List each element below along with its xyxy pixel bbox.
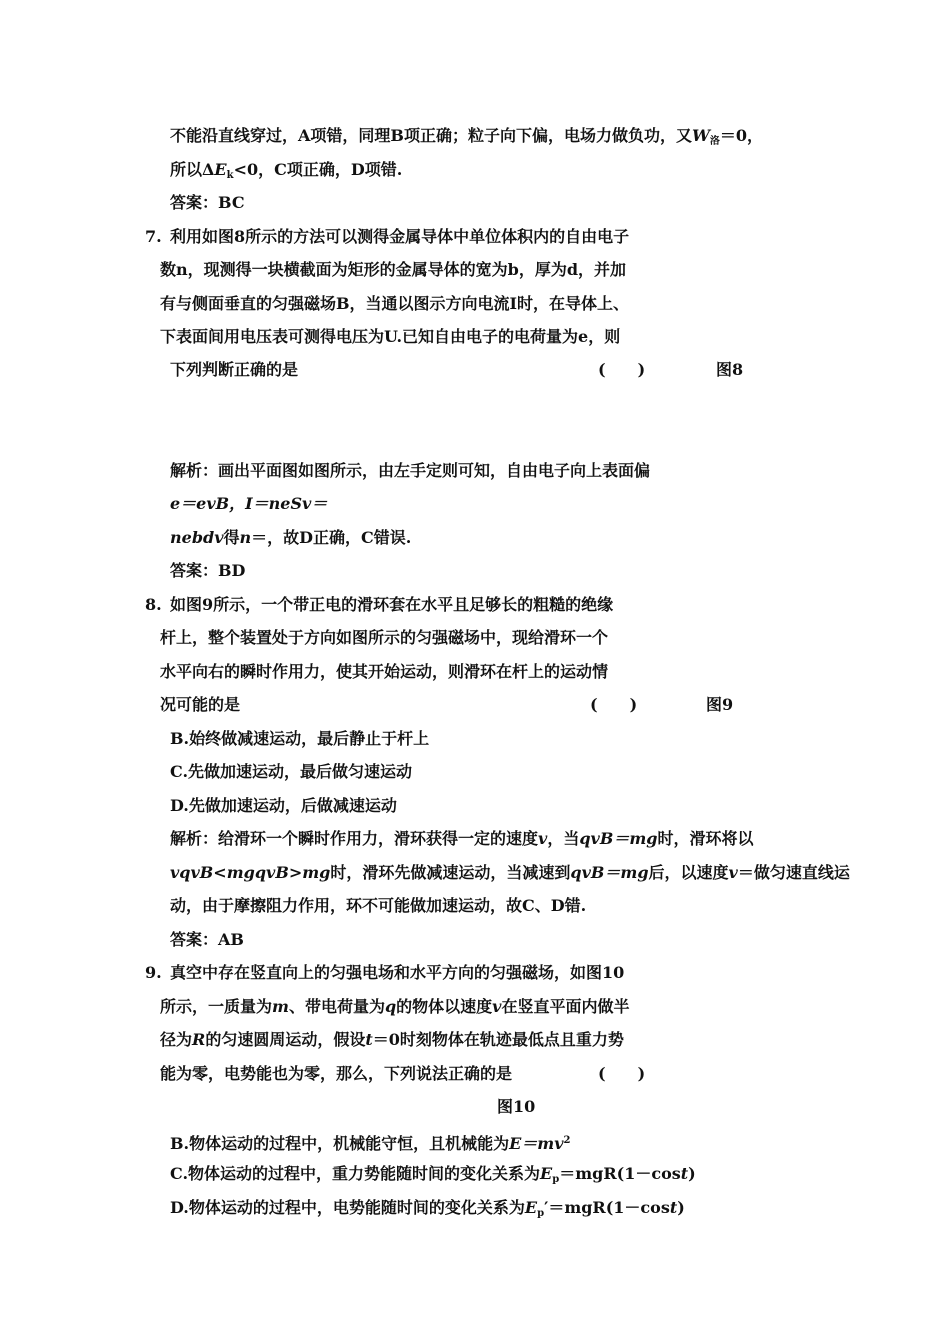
q8-option-c: C.先做加速运动，最后做匀速运动 bbox=[170, 762, 413, 781]
q8-a2-eq: qvB＝mg bbox=[570, 863, 649, 882]
q8-a2-d: ＝做匀速直线运 bbox=[737, 863, 850, 882]
q9-optc-c: ) bbox=[688, 1164, 696, 1183]
q7-line-5: 下列判断正确的是 bbox=[170, 360, 299, 379]
q9-optc-t: t bbox=[680, 1164, 689, 1183]
q9-l3-r: R bbox=[192, 1030, 206, 1049]
q9-optd-e: E bbox=[524, 1198, 538, 1217]
q9-optb-eq: E＝mv bbox=[509, 1134, 564, 1153]
q7-line-1: 利用如图8所示的方法可以测得金属导体中单位体积内的自由电子 bbox=[170, 227, 630, 246]
q9-figure-label: 图10 bbox=[497, 1097, 536, 1116]
q8-line-1: 如图9所示，一个带正电的滑环套在水平且足够长的粗糙的绝缘 bbox=[170, 595, 614, 614]
q8-a1-b: ，当 bbox=[547, 829, 580, 848]
q9-l3-b: 的匀速圆周运动，假设 bbox=[205, 1030, 366, 1049]
q7-equation-1-text: e＝evB，I＝neSv＝ bbox=[170, 494, 328, 513]
q9-optc-e: E bbox=[540, 1164, 553, 1183]
q7-figure-label: 图8 bbox=[716, 360, 744, 379]
q8-a1-a: 解析：给滑环一个瞬时作用力，滑环获得一定的速度 bbox=[170, 829, 539, 848]
q9-number: 9. bbox=[145, 963, 162, 982]
q9-answer-blank: ( ) bbox=[598, 1064, 646, 1083]
q9-line-4: 能为零，电势能也为零，那么，下列说法正确的是 bbox=[160, 1064, 513, 1083]
q8-analysis-line-2 bbox=[170, 863, 850, 883]
q7-analysis: 解析：画出平面图如图所示，由左手定则可知，自由电子向上表面偏 bbox=[170, 461, 651, 480]
q9-l2-a: 所示，一质量为 bbox=[160, 997, 273, 1016]
q9-l2-m: m bbox=[272, 997, 289, 1016]
prev-line-1 bbox=[170, 126, 763, 152]
q7-line-3: 有与侧面垂直的匀强磁场B，当通以图示方向电流I时，在导体上、 bbox=[160, 294, 630, 313]
q9-optb-a: B.物体运动的过程中，机械能守恒，且机械能为 bbox=[170, 1134, 510, 1153]
q9-line-3 bbox=[160, 1030, 624, 1050]
prev-line-2-a: 所以Δ bbox=[170, 160, 215, 179]
q9-option-d bbox=[170, 1198, 685, 1224]
q8-a2-b: 时，滑环先做减速运动，当减速到 bbox=[330, 863, 571, 882]
q7-line-4: 下表面间用电压表可测得电压为U.已知自由电子的电荷量为e，则 bbox=[160, 327, 621, 346]
q9-l3-t: t bbox=[365, 1030, 373, 1049]
q9-l2-v: v bbox=[492, 997, 502, 1016]
q9-option-b bbox=[170, 1131, 571, 1154]
q9-optc-sub: p bbox=[552, 1174, 560, 1185]
q8-a1-c: 时，滑环将以 bbox=[657, 829, 754, 848]
ek-subscript: k bbox=[226, 170, 234, 181]
q9-optd-a: D.物体运动的过程中，电势能随时间的变化关系为 bbox=[170, 1198, 525, 1217]
q7-eq2-b: 得 bbox=[223, 528, 240, 547]
prev-line-1-tail: ＝0， bbox=[719, 126, 764, 145]
q9-l3-c: ＝0时刻物体在轨迹最低点且重力势 bbox=[372, 1030, 624, 1049]
q8-a2-c: 后，以速度 bbox=[648, 863, 729, 882]
q9-l2-q: q bbox=[384, 997, 397, 1016]
prev-answer: 答案：BC bbox=[170, 193, 245, 212]
q8-figure-label: 图9 bbox=[706, 695, 734, 714]
q9-optc-b: ＝mgR(1－cos bbox=[559, 1164, 681, 1183]
q7-equation-1 bbox=[170, 494, 327, 514]
q9-optd-sub: p bbox=[537, 1208, 545, 1219]
q9-l3-a: 径为 bbox=[160, 1030, 193, 1049]
q8-a1-v: v bbox=[538, 829, 548, 848]
q7-eq2-n: n bbox=[239, 528, 252, 547]
q7-line-2: 数n，现测得一块横截面为矩形的金属导体的宽为b，厚为d，并加 bbox=[160, 260, 627, 279]
q8-a1-eq: qvB＝mg bbox=[579, 829, 658, 848]
q8-a2-a: vqvB<mgqvB>mg bbox=[170, 863, 331, 882]
q8-answer-blank: ( ) bbox=[590, 695, 638, 714]
q9-l2-c: 的物体以速度 bbox=[396, 997, 493, 1016]
q9-optc-a: C.物体运动的过程中，重力势能随时间的变化关系为 bbox=[170, 1164, 541, 1183]
prev-line-2 bbox=[170, 160, 402, 186]
prev-line-2-b: <0，C项正确，D项错. bbox=[233, 160, 403, 179]
q9-line-2 bbox=[160, 997, 629, 1017]
prev-line-1-text: 不能沿直线穿过，A项错，同理B项正确；粒子向下偏，电场力做负功，又 bbox=[170, 126, 692, 145]
q9-optd-c: ) bbox=[677, 1198, 685, 1217]
q9-optb-sup: 2 bbox=[563, 1135, 571, 1146]
q8-analysis-line-3: 动，由于摩擦阻力作用，环不可能做加速运动，故C、D错. bbox=[170, 896, 587, 915]
q8-line-2: 杆上，整个装置处于方向如图所示的匀强磁场中，现给滑环一个 bbox=[160, 628, 609, 647]
q9-option-c bbox=[170, 1164, 696, 1190]
q8-analysis-line-1 bbox=[170, 829, 753, 849]
q8-option-d: D.先做加速运动，后做减速运动 bbox=[170, 796, 397, 815]
q7-answer: 答案：BD bbox=[170, 561, 246, 580]
q7-equation-2 bbox=[170, 528, 411, 548]
q9-l2-d: 在竖直平面内做半 bbox=[501, 997, 630, 1016]
q8-option-b: B.始终做减速运动，最后静止于杆上 bbox=[170, 729, 430, 748]
q8-a2-v: v bbox=[728, 863, 738, 882]
q8-line-3: 水平向右的瞬时作用力，使其开始运动，则滑环在杆上的运动情 bbox=[160, 662, 609, 681]
q7-eq2-a: nebdv bbox=[170, 528, 224, 547]
w-symbol: W bbox=[691, 126, 710, 145]
q7-answer-blank: ( ) bbox=[598, 360, 646, 379]
q9-line-1: 真空中存在竖直向上的匀强电场和水平方向的匀强磁场，如图10 bbox=[170, 963, 625, 982]
w-subscript: 洛 bbox=[709, 136, 720, 147]
q7-number: 7. bbox=[145, 227, 162, 246]
q7-eq2-d: ＝，故D正确，C错误. bbox=[251, 528, 412, 547]
q8-number: 8. bbox=[145, 595, 162, 614]
q8-answer: 答案：AB bbox=[170, 930, 244, 949]
q9-optd-b: ′＝mgR(1－cos bbox=[544, 1198, 670, 1217]
q9-l2-b: 、带电荷量为 bbox=[288, 997, 385, 1016]
ek-symbol: E bbox=[214, 160, 227, 179]
q8-line-4: 况可能的是 bbox=[160, 695, 241, 714]
q9-optd-t: t bbox=[669, 1198, 678, 1217]
